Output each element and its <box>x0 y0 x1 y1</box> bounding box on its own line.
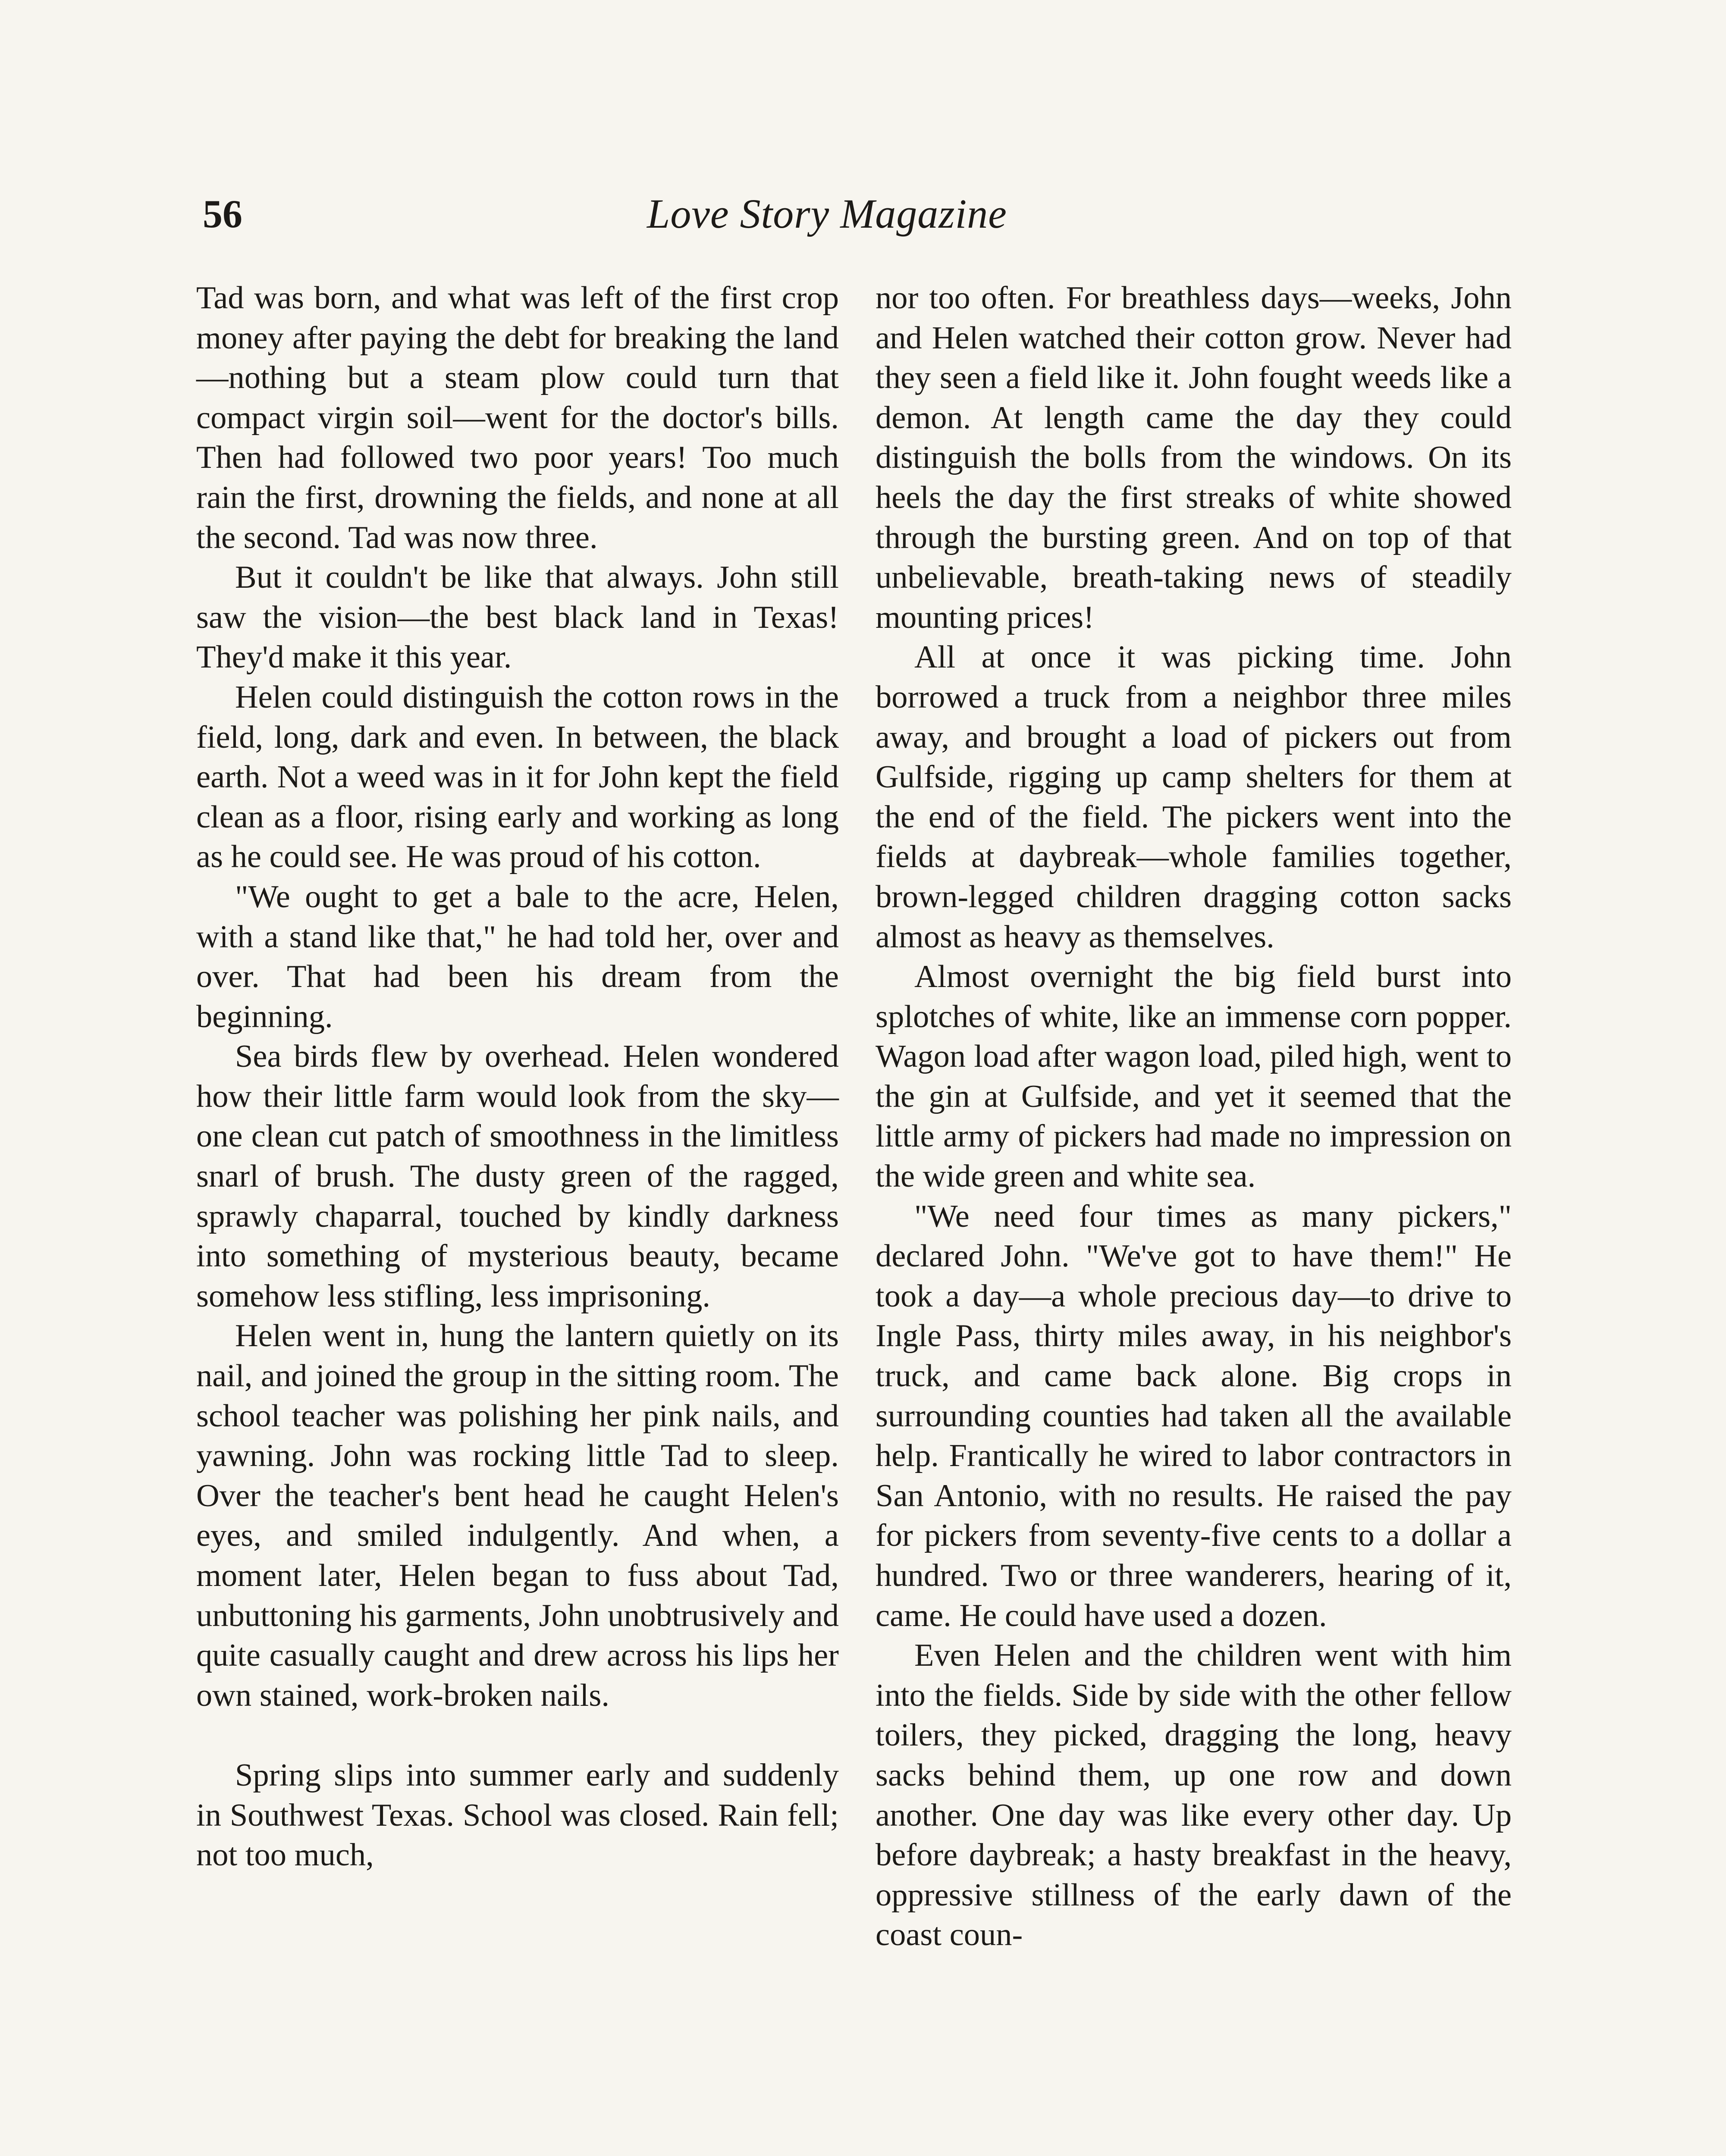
paragraph: "We need four times as many pickers," declared John. "We've got to have them!" He took a day—a whole precious day—to drive to Ingle Pass, thirty miles away, in his neighbor's truck, and came back alone. Big crops in surrounding counties had taken all the available help. Frantically he wired to labor contractors in San Antonio, with no results. He raised the pay for pickers from seventy-five cents to a dollar a hundred. Two or three wanderers, hearing of it, came. He could have used a dozen. <box>876 1198 1512 1633</box>
right-column <box>876 278 1512 1955</box>
paragraph: nor too often. For breathless days—weeks, John and Helen watched their cotton grow. Never had they seen a field like it. John fought weeds like a demon. At length came the day they could distinguish the bolls from the windows. On its heels the day the first streaks of white showed through the bursting green. And on top of that unbelievable, breath-taking news of steadily mounting prices! <box>876 280 1512 635</box>
running-head: Love Story Magazine <box>647 191 1007 237</box>
left-column <box>196 278 839 1875</box>
paragraph: But it couldn't be like that always. John still saw the vision—the best black land in Texas! They'd make it this year. <box>196 560 839 675</box>
paragraph: Sea birds flew by overhead. Helen wondered how their little farm would look from the sky—one clean cut patch of smoothness in the limitless snarl of brush. The dusty green of the ragged, sprawly chaparral, touched by kindly darkness into something of mysterious beauty, became somehow less stifling, less imprisoning. <box>196 1039 839 1314</box>
paragraph: "We ought to get a bale to the acre, Helen, with a stand like that," he had told her, over and over. That had been his dream from the beginning. <box>196 879 839 1034</box>
paragraph: Helen could distinguish the cotton rows in the field, long, dark and even. In between, the black earth. Not a weed was in it for John kept the field clean as a floor, rising early and working as long as he could see. He was proud of his cotton. <box>196 679 839 875</box>
paragraph: Helen went in, hung the lantern quietly on its nail, and joined the group in the sitting room. The school teacher was polishing her pink nails, and yawning. John was rocking little Tad to sleep. Over the teacher's bent head he caught Helen's eyes, and smiled indulgently. And when, a moment later, Helen began to fuss about Tad, unbuttoning his garments, John unobtrusively and quite casually caught and drew across his lips her own stained, work-broken nails. <box>196 1318 839 1713</box>
paragraph: Tad was born, and what was left of the first crop money after paying the debt for breaking the land—nothing but a steam plow could turn that compact virgin soil—went for the doctor's bills. Then had followed two poor years! Too much rain the first, drowning the fields, and none at all the second. Tad was now three. <box>196 280 839 555</box>
paragraph: Almost overnight the big field burst into splotches of white, like an immense corn popper. Wagon load after wagon load, piled high, went to the gin at Gulfside, and yet it seemed that the little army of pickers had made no impression on the wide green and white sea. <box>876 959 1512 1194</box>
paragraph: Spring slips into summer early and suddenly in Southwest Texas. School was closed. Rain fell; not too much, <box>196 1757 839 1873</box>
paragraph: All at once it was picking time. John borrowed a truck from a neighbor three miles away, and brought a load of pickers out from Gulfside, rigging up camp shelters for them at the end of the field. The pickers went into the fields at daybreak—whole families together, brown-legged children dragging cotton sacks almost as heavy as themselves. <box>876 639 1512 955</box>
paragraph: Even Helen and the children went with him into the fields. Side by side with the other fellow toilers, they picked, dragging the long, heavy sacks behind them, up one row and down another. One day was like every other day. Up before daybreak; a hasty breakfast in the heavy, oppressive stillness of the early dawn of the coast coun- <box>876 1638 1512 1953</box>
page-number: 56 <box>203 192 242 236</box>
